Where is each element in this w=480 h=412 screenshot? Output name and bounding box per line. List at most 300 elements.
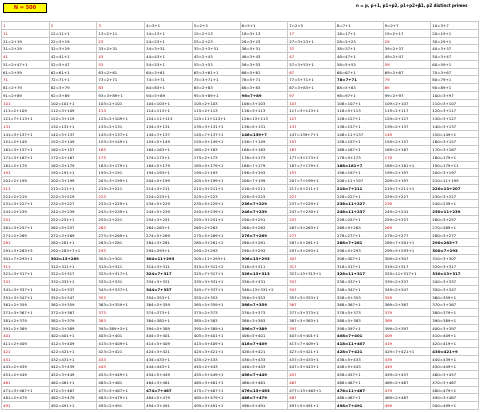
grid-cell[interactable]: 486=7+479 <box>241 394 289 402</box>
grid-cell[interactable]: 354=353+1 <box>145 294 193 302</box>
grid-cell[interactable]: 271=2+269 <box>2 232 50 240</box>
grid-cell[interactable]: 293 <box>97 247 145 255</box>
grid-cell[interactable]: 130=3+127 <box>431 115 479 123</box>
grid-cell[interactable]: 499 <box>384 402 432 410</box>
grid-cell[interactable]: 281 <box>2 239 50 247</box>
grid-cell[interactable]: 213=2+211 <box>97 185 145 193</box>
grid-cell[interactable]: 8=7+1 <box>336 22 384 30</box>
grid-cell[interactable]: 444=443+1 <box>145 363 193 371</box>
grid-cell[interactable]: 262=5+257 <box>50 224 98 232</box>
grid-cell[interactable]: 218=7+211 <box>336 185 384 193</box>
grid-cell[interactable]: 394=5+389 <box>145 325 193 333</box>
grid-cell[interactable]: 368=367+1 <box>336 301 384 309</box>
grid-cell[interactable]: 125=11+113+1 <box>193 115 241 123</box>
grid-cell[interactable]: 73=2+71 <box>97 76 145 84</box>
grid-cell[interactable]: 200=3+197 <box>431 169 479 177</box>
grid-cell[interactable]: 280=3+277 <box>431 232 479 240</box>
grid-cell[interactable]: 493=2+491 <box>97 402 145 410</box>
grid-cell[interactable]: 199=2+197 <box>384 169 432 177</box>
grid-cell[interactable]: 478=11+467 <box>336 387 384 395</box>
grid-cell[interactable]: 103=2+101 <box>97 100 145 108</box>
grid-cell[interactable]: 321=3+317+1 <box>2 270 50 278</box>
grid-cell[interactable]: 299=5+293+1 <box>384 247 432 255</box>
grid-cell[interactable]: 356=3+353 <box>241 294 289 302</box>
grid-cell[interactable]: 250=11+239 <box>431 208 479 216</box>
grid-cell[interactable]: 400=3+397 <box>431 325 479 333</box>
grid-cell[interactable]: 237=7+229+1 <box>288 200 336 208</box>
grid-cell[interactable]: 265=2+263 <box>193 224 241 232</box>
grid-cell[interactable]: 479 <box>384 387 432 395</box>
grid-cell[interactable]: 11 <box>2 30 50 38</box>
grid-cell[interactable]: 255=3+251+1 <box>193 216 241 224</box>
grid-cell[interactable]: 164=163+1 <box>145 146 193 154</box>
grid-cell[interactable]: 282=281+1 <box>50 239 98 247</box>
grid-cell[interactable]: 419 <box>384 340 432 348</box>
grid-cell[interactable]: 408=7+401 <box>336 332 384 340</box>
grid-cell[interactable]: 72=71+1 <box>50 76 98 84</box>
grid-cell[interactable]: 99=2+97 <box>384 92 432 100</box>
grid-cell[interactable]: 133=2+131 <box>97 123 145 131</box>
grid-cell[interactable]: 391=2+389 <box>2 325 50 333</box>
grid-cell[interactable]: 22=3+19 <box>50 38 98 46</box>
grid-cell[interactable]: 386=3+383 <box>241 317 289 325</box>
grid-cell[interactable]: 480=479+1 <box>431 387 479 395</box>
grid-cell[interactable]: 9=2+7 <box>384 22 432 30</box>
grid-cell[interactable]: 319=2+317 <box>384 263 432 271</box>
grid-cell[interactable]: 210=11+199 <box>431 177 479 185</box>
grid-cell[interactable]: 488=487+1 <box>336 394 384 402</box>
grid-cell[interactable]: 98=97+1 <box>336 92 384 100</box>
grid-cell[interactable]: 37 <box>288 45 336 53</box>
grid-cell[interactable]: 105=2+103 <box>193 100 241 108</box>
grid-cell[interactable]: 251 <box>2 216 50 224</box>
grid-cell[interactable]: 134=3+131 <box>145 123 193 131</box>
grid-cell[interactable]: 376=3+373 <box>241 309 289 317</box>
grid-cell[interactable]: 267=3+263+1 <box>288 224 336 232</box>
grid-cell[interactable]: 320=3+317 <box>431 263 479 271</box>
grid-cell[interactable]: 413=3+409+1 <box>97 340 145 348</box>
grid-cell[interactable]: 214=3+211 <box>145 185 193 193</box>
grid-cell[interactable]: 71 <box>2 76 50 84</box>
grid-cell[interactable]: 232=5+227 <box>50 200 98 208</box>
grid-cell[interactable]: 300=7+293 <box>431 247 479 255</box>
grid-cell[interactable]: 44=43+1 <box>145 53 193 61</box>
grid-cell[interactable]: 365=5+359+1 <box>193 301 241 309</box>
grid-cell[interactable]: 116=3+113 <box>241 107 289 115</box>
grid-cell[interactable]: 119=2+117 <box>384 107 432 115</box>
grid-cell[interactable]: 411=2+409 <box>2 340 50 348</box>
grid-cell[interactable]: 1 <box>2 22 50 30</box>
grid-cell[interactable]: 249=2+241 <box>384 208 432 216</box>
grid-cell[interactable]: 426=5+421 <box>241 348 289 356</box>
grid-cell[interactable]: 438=5+433 <box>336 356 384 364</box>
grid-cell[interactable]: 464=3+461 <box>145 379 193 387</box>
grid-cell[interactable]: 244=5+239 <box>145 208 193 216</box>
grid-cell[interactable]: 336=5+331 <box>241 278 289 286</box>
grid-cell[interactable]: 428=7+421 <box>336 348 384 356</box>
grid-cell[interactable]: 403=2+401 <box>97 332 145 340</box>
grid-cell[interactable]: 177=3+173+1 <box>288 154 336 162</box>
grid-cell[interactable]: 178=5+173 <box>336 154 384 162</box>
grid-cell[interactable]: 283=2+281 <box>97 239 145 247</box>
grid-cell[interactable]: 485=5+479+1 <box>193 394 241 402</box>
grid-cell[interactable]: 305=11+293+1 <box>193 255 241 263</box>
grid-cell[interactable]: 453=3+449+1 <box>97 371 145 379</box>
grid-cell[interactable]: 398=397+1 <box>336 325 384 333</box>
grid-cell[interactable]: 307 <box>288 255 336 263</box>
grid-cell[interactable]: 74=3+71 <box>145 76 193 84</box>
grid-cell[interactable]: 423=2+421 <box>97 348 145 356</box>
grid-cell[interactable]: 452=3+449 <box>50 371 98 379</box>
grid-cell[interactable]: 84=83+1 <box>145 84 193 92</box>
grid-cell[interactable]: 440=439+1 <box>431 356 479 364</box>
grid-cell[interactable]: 384=383+1 <box>145 317 193 325</box>
grid-cell[interactable]: 401 <box>2 332 50 340</box>
grid-cell[interactable]: 66=5+61 <box>241 69 289 77</box>
grid-cell[interactable]: 50=3+47 <box>431 53 479 61</box>
grid-cell[interactable]: 364=5+359 <box>145 301 193 309</box>
grid-cell[interactable]: 332=331+1 <box>50 278 98 286</box>
grid-cell[interactable]: 43 <box>97 53 145 61</box>
grid-cell[interactable]: 173 <box>97 154 145 162</box>
grid-cell[interactable]: 337 <box>288 278 336 286</box>
grid-cell[interactable]: 108=107+1 <box>336 100 384 108</box>
grid-cell[interactable]: 226=3+223 <box>241 193 289 201</box>
grid-cell[interactable]: 351=3+347+1 <box>2 294 50 302</box>
grid-cell[interactable]: 418=11+407 <box>336 340 384 348</box>
grid-cell[interactable]: 360=359+1 <box>431 294 479 302</box>
grid-cell[interactable]: 219=7+211+1 <box>384 185 432 193</box>
grid-cell[interactable]: 497=5+491+1 <box>288 402 336 410</box>
grid-cell[interactable]: 203=3+199+1 <box>97 177 145 185</box>
grid-cell[interactable]: 6=5+1 <box>241 22 289 30</box>
grid-cell[interactable]: 222=3+219 <box>50 193 98 201</box>
grid-cell[interactable]: 396=7+389 <box>241 325 289 333</box>
grid-cell[interactable]: 292=283+7+1 <box>50 247 98 255</box>
grid-cell[interactable]: 328=11+317 <box>336 270 384 278</box>
grid-cell[interactable]: 297=3+293+1 <box>288 247 336 255</box>
grid-cell[interactable]: 322=5+317 <box>50 270 98 278</box>
grid-cell[interactable]: 278=277+1 <box>336 232 384 240</box>
grid-cell[interactable]: 220=13+207 <box>431 185 479 193</box>
grid-cell[interactable]: 476=13+463 <box>241 387 289 395</box>
grid-cell[interactable]: 101 <box>2 100 50 108</box>
grid-cell[interactable]: 311 <box>2 263 50 271</box>
grid-cell[interactable]: 32=3+29 <box>50 45 98 53</box>
grid-cell[interactable]: 230=3+227 <box>431 193 479 201</box>
grid-cell[interactable]: 46=3+43 <box>241 53 289 61</box>
grid-cell[interactable]: 344=7+337 <box>145 286 193 294</box>
grid-cell[interactable]: 436=3+433 <box>241 356 289 364</box>
grid-cell[interactable]: 454=5+449 <box>145 371 193 379</box>
grid-cell[interactable]: 157 <box>288 138 336 146</box>
grid-cell[interactable]: 198=197+1 <box>336 169 384 177</box>
grid-cell[interactable]: 325=7+317+1 <box>193 270 241 278</box>
grid-cell[interactable]: 135=3+131+1 <box>193 123 241 131</box>
grid-cell[interactable]: 309=2+307 <box>384 255 432 263</box>
grid-cell[interactable]: 409 <box>384 332 432 340</box>
grid-cell[interactable]: 142=5+137 <box>50 131 98 139</box>
grid-cell[interactable]: 15=2+13 <box>193 30 241 38</box>
grid-cell[interactable]: 48=47+1 <box>336 53 384 61</box>
grid-cell[interactable]: 151=2+149 <box>2 138 50 146</box>
grid-cell[interactable]: 169=2+167 <box>384 146 432 154</box>
grid-cell[interactable]: 405=3+401+1 <box>193 332 241 340</box>
grid-cell[interactable]: 140=3+137 <box>431 123 479 131</box>
grid-cell[interactable]: 259=2+257 <box>384 216 432 224</box>
grid-cell[interactable]: 429=7+421+1 <box>384 348 432 356</box>
grid-cell[interactable]: 404=3+401 <box>145 332 193 340</box>
grid-cell[interactable]: 18=17+1 <box>336 30 384 38</box>
grid-cell[interactable]: 209=2+197 <box>384 177 432 185</box>
grid-cell[interactable]: 52=5+47 <box>50 61 98 69</box>
grid-cell[interactable]: 25=2+23 <box>193 38 241 46</box>
grid-cell[interactable]: 41 <box>2 53 50 61</box>
grid-cell[interactable]: 256=5+251 <box>241 216 289 224</box>
grid-cell[interactable]: 152=3+149 <box>50 138 98 146</box>
grid-cell[interactable]: 496=5+491 <box>241 402 289 410</box>
grid-cell[interactable]: 61=2+59 <box>2 69 50 77</box>
grid-cell[interactable]: 474=7+467 <box>145 387 193 395</box>
grid-cell[interactable]: 388=5+383 <box>336 317 384 325</box>
grid-cell[interactable]: 385=2+383 <box>193 317 241 325</box>
grid-cell[interactable]: 190=179+11 <box>431 162 479 170</box>
grid-cell[interactable]: 83 <box>97 84 145 92</box>
grid-cell[interactable]: 481=2+479 <box>2 394 50 402</box>
grid-cell[interactable]: 363=3+359+1 <box>97 301 145 309</box>
grid-cell[interactable]: 348=347+1 <box>336 286 384 294</box>
grid-cell[interactable]: 31=2+29 <box>2 45 50 53</box>
grid-cell[interactable]: 197 <box>288 169 336 177</box>
grid-cell[interactable]: 24=23+1 <box>145 38 193 46</box>
grid-cell[interactable]: 30=29+1 <box>431 38 479 46</box>
grid-cell[interactable]: 498=7+491 <box>336 402 384 410</box>
grid-cell[interactable]: 35=2+3+31 <box>193 45 241 53</box>
grid-cell[interactable]: 460=3+457 <box>431 371 479 379</box>
grid-cell[interactable]: 290=283+7 <box>431 239 479 247</box>
grid-cell[interactable]: 145=7+137+1 <box>193 131 241 139</box>
grid-cell[interactable]: 358=5+353 <box>336 294 384 302</box>
grid-cell[interactable]: 258=257+1 <box>336 216 384 224</box>
grid-cell[interactable]: 355=2+353 <box>193 294 241 302</box>
grid-cell[interactable]: 56=3+53 <box>241 61 289 69</box>
grid-cell[interactable]: 450=449+1 <box>431 363 479 371</box>
grid-cell[interactable]: 357=3+353+1 <box>288 294 336 302</box>
grid-cell[interactable]: 387=3+383+1 <box>288 317 336 325</box>
grid-cell[interactable]: 287=5+281+1 <box>288 239 336 247</box>
grid-cell[interactable]: 330=13+317 <box>431 270 479 278</box>
grid-cell[interactable]: 196=3+193 <box>241 169 289 177</box>
grid-cell[interactable]: 439 <box>384 356 432 364</box>
grid-cell[interactable]: 126=13+113 <box>241 115 289 123</box>
grid-cell[interactable]: 367 <box>288 301 336 309</box>
grid-cell[interactable]: 494=3+491 <box>145 402 193 410</box>
grid-cell[interactable]: 303=2+301 <box>97 255 145 263</box>
grid-cell[interactable]: 263 <box>97 224 145 232</box>
grid-cell[interactable]: 467 <box>288 379 336 387</box>
grid-cell[interactable]: 447=3+443+1 <box>288 363 336 371</box>
grid-cell[interactable]: 274=5+269 <box>145 232 193 240</box>
grid-cell[interactable]: 183=3+179+1 <box>97 162 145 170</box>
grid-cell[interactable]: 207=7+199+1 <box>288 177 336 185</box>
grid-cell[interactable]: 124=11+113 <box>145 115 193 123</box>
grid-cell[interactable]: 97 <box>288 92 336 100</box>
grid-cell[interactable]: 456=7+449 <box>241 371 289 379</box>
grid-cell[interactable]: 236=7+229 <box>241 200 289 208</box>
grid-cell[interactable]: 339=2+337 <box>384 278 432 286</box>
grid-cell[interactable]: 77=5+71+1 <box>288 76 336 84</box>
grid-cell[interactable]: 375=2+373 <box>193 309 241 317</box>
grid-cell[interactable]: 445=2+443 <box>193 363 241 371</box>
grid-cell[interactable]: 156=7+149 <box>241 138 289 146</box>
grid-cell[interactable]: 136=5+131 <box>241 123 289 131</box>
grid-cell[interactable]: 79 <box>384 76 432 84</box>
grid-cell[interactable]: 270=269+1 <box>431 224 479 232</box>
grid-cell[interactable]: 100=3+97 <box>431 92 479 100</box>
grid-cell[interactable]: 175=2+173 <box>193 154 241 162</box>
grid-cell[interactable]: 47 <box>288 53 336 61</box>
grid-cell[interactable]: 180=179+1 <box>431 154 479 162</box>
grid-cell[interactable]: 247=7+239+1 <box>288 208 336 216</box>
grid-cell[interactable]: 248=11+237 <box>336 208 384 216</box>
grid-cell[interactable]: 378=5+373 <box>336 309 384 317</box>
grid-cell[interactable]: 211 <box>2 185 50 193</box>
grid-cell[interactable]: 272=3+269 <box>50 232 98 240</box>
grid-cell[interactable]: 146=139+7 <box>241 131 289 139</box>
grid-cell[interactable]: 65=3+61+1 <box>193 69 241 77</box>
grid-cell[interactable]: 231=3+227+1 <box>2 200 50 208</box>
grid-cell[interactable]: 340=3+337 <box>431 278 479 286</box>
grid-cell[interactable]: 184=5+179 <box>145 162 193 170</box>
grid-cell[interactable]: 306=13+293 <box>241 255 289 263</box>
grid-cell[interactable]: 194=193+1 <box>145 169 193 177</box>
grid-cell[interactable]: 137 <box>288 123 336 131</box>
grid-cell[interactable]: 191 <box>2 169 50 177</box>
grid-cell[interactable]: 204=5+199 <box>145 177 193 185</box>
grid-cell[interactable]: 81=2+79 <box>2 84 50 92</box>
grid-cell[interactable]: 221=2+219 <box>2 193 50 201</box>
grid-cell[interactable]: 132=131+1 <box>50 123 98 131</box>
grid-cell[interactable]: 82=3+79 <box>50 84 98 92</box>
grid-cell[interactable]: 7=2+5 <box>288 22 336 30</box>
grid-cell[interactable]: 380=379+1 <box>431 309 479 317</box>
grid-cell[interactable]: 443 <box>97 363 145 371</box>
grid-cell[interactable]: 215=3+211+1 <box>193 185 241 193</box>
grid-cell[interactable]: 233=2+229+1 <box>97 200 145 208</box>
grid-cell[interactable]: 435=2+433 <box>193 356 241 364</box>
grid-cell[interactable]: 397 <box>288 325 336 333</box>
grid-cell[interactable]: 483=3+479+1 <box>97 394 145 402</box>
grid-cell[interactable]: 472=5+467 <box>50 387 98 395</box>
grid-cell[interactable]: 23 <box>97 38 145 46</box>
grid-cell[interactable]: 162=5+157 <box>50 146 98 154</box>
grid-cell[interactable]: 349=2+347 <box>384 286 432 294</box>
grid-cell[interactable]: 225=2+223 <box>193 193 241 201</box>
grid-cell[interactable]: 275=5+269+1 <box>193 232 241 240</box>
grid-cell[interactable]: 315=3+311+1 <box>193 263 241 271</box>
grid-cell[interactable]: 326=13+313 <box>241 270 289 278</box>
grid-cell[interactable]: 85=2+83 <box>193 84 241 92</box>
grid-cell[interactable]: 42=41+1 <box>50 53 98 61</box>
grid-cell[interactable]: 273=3+269+1 <box>97 232 145 240</box>
grid-cell[interactable]: 159=2+157 <box>384 138 432 146</box>
grid-cell[interactable]: 318=317+1 <box>336 263 384 271</box>
grid-cell[interactable]: 461 <box>2 379 50 387</box>
grid-cell[interactable]: 410=409+1 <box>431 332 479 340</box>
grid-cell[interactable]: 477=13+463+1 <box>288 387 336 395</box>
grid-cell[interactable]: 317 <box>288 263 336 271</box>
grid-cell[interactable]: 75=3+71+1 <box>193 76 241 84</box>
grid-cell[interactable]: 234=5+229 <box>145 200 193 208</box>
grid-cell[interactable]: 45=2+43 <box>193 53 241 61</box>
grid-cell[interactable]: 399=2+397 <box>384 325 432 333</box>
grid-cell[interactable]: 161=3+157+1 <box>2 146 50 154</box>
grid-cell[interactable]: 489=2+487 <box>384 394 432 402</box>
grid-cell[interactable]: 279=2+277 <box>384 232 432 240</box>
grid-cell[interactable]: 353 <box>97 294 145 302</box>
grid-cell[interactable]: 457 <box>288 371 336 379</box>
grid-cell[interactable]: 158=157+1 <box>336 138 384 146</box>
grid-cell[interactable]: 3 <box>97 22 145 30</box>
grid-cell[interactable]: 264=263+1 <box>145 224 193 232</box>
grid-cell[interactable]: 138=137+1 <box>336 123 384 131</box>
grid-cell[interactable]: 370=3+367 <box>431 301 479 309</box>
grid-cell[interactable]: 291=3+283+5 <box>2 247 50 255</box>
grid-cell[interactable]: 471=3+467+1 <box>2 387 50 395</box>
grid-cell[interactable]: 139=2+137 <box>384 123 432 131</box>
grid-cell[interactable]: 392=3+389 <box>50 325 98 333</box>
grid-cell[interactable]: 366=7+359 <box>241 301 289 309</box>
grid-cell[interactable]: 446=3+443 <box>241 363 289 371</box>
grid-cell[interactable]: 372=5+367 <box>50 309 98 317</box>
grid-cell[interactable]: 451=2+449 <box>2 371 50 379</box>
grid-cell[interactable]: 314=3+311 <box>145 263 193 271</box>
grid-cell[interactable]: 491 <box>2 402 50 410</box>
grid-cell[interactable]: 148=11+137 <box>336 131 384 139</box>
grid-cell[interactable]: 115=2+113 <box>193 107 241 115</box>
grid-cell[interactable]: 186=7+179 <box>241 162 289 170</box>
grid-cell[interactable]: 38=37+1 <box>336 45 384 53</box>
grid-cell[interactable]: 122=3+119 <box>50 115 98 123</box>
grid-cell[interactable]: 62=61+1 <box>50 69 98 77</box>
grid-cell[interactable]: 128=127+1 <box>336 115 384 123</box>
grid-cell[interactable]: 382=3+379 <box>50 317 98 325</box>
grid-cell[interactable]: 333=2+331 <box>97 278 145 286</box>
grid-cell[interactable]: 341=3+337+1 <box>2 286 50 294</box>
grid-cell[interactable]: 49=2+47 <box>384 53 432 61</box>
grid-cell[interactable]: 242=3+239 <box>50 208 98 216</box>
grid-cell[interactable]: 434=433+1 <box>145 356 193 364</box>
grid-cell[interactable]: 10=3+7 <box>431 22 479 30</box>
grid-cell[interactable]: 112=3+109 <box>50 107 98 115</box>
grid-cell[interactable]: 154=5+149 <box>145 138 193 146</box>
grid-cell[interactable]: 78=7+71 <box>336 76 384 84</box>
grid-cell[interactable]: 141=3+137+1 <box>2 131 50 139</box>
grid-cell[interactable]: 288=7+281 <box>336 239 384 247</box>
grid-cell[interactable]: 92=3+89 <box>50 92 98 100</box>
grid-cell[interactable]: 240=239+1 <box>431 200 479 208</box>
grid-cell[interactable]: 21=2+19 <box>2 38 50 46</box>
grid-cell[interactable]: 484=5+479 <box>145 394 193 402</box>
grid-cell[interactable]: 252=251+1 <box>50 216 98 224</box>
grid-cell[interactable]: 475=7+467+1 <box>193 387 241 395</box>
grid-cell[interactable]: 352=5+347 <box>50 294 98 302</box>
grid-cell[interactable]: 110=3+107 <box>431 100 479 108</box>
grid-cell[interactable]: 425=3+421+1 <box>193 348 241 356</box>
grid-cell[interactable]: 433 <box>97 356 145 364</box>
grid-cell[interactable]: 57=3+53+1 <box>288 61 336 69</box>
grid-cell[interactable]: 185=5+179+1 <box>193 162 241 170</box>
